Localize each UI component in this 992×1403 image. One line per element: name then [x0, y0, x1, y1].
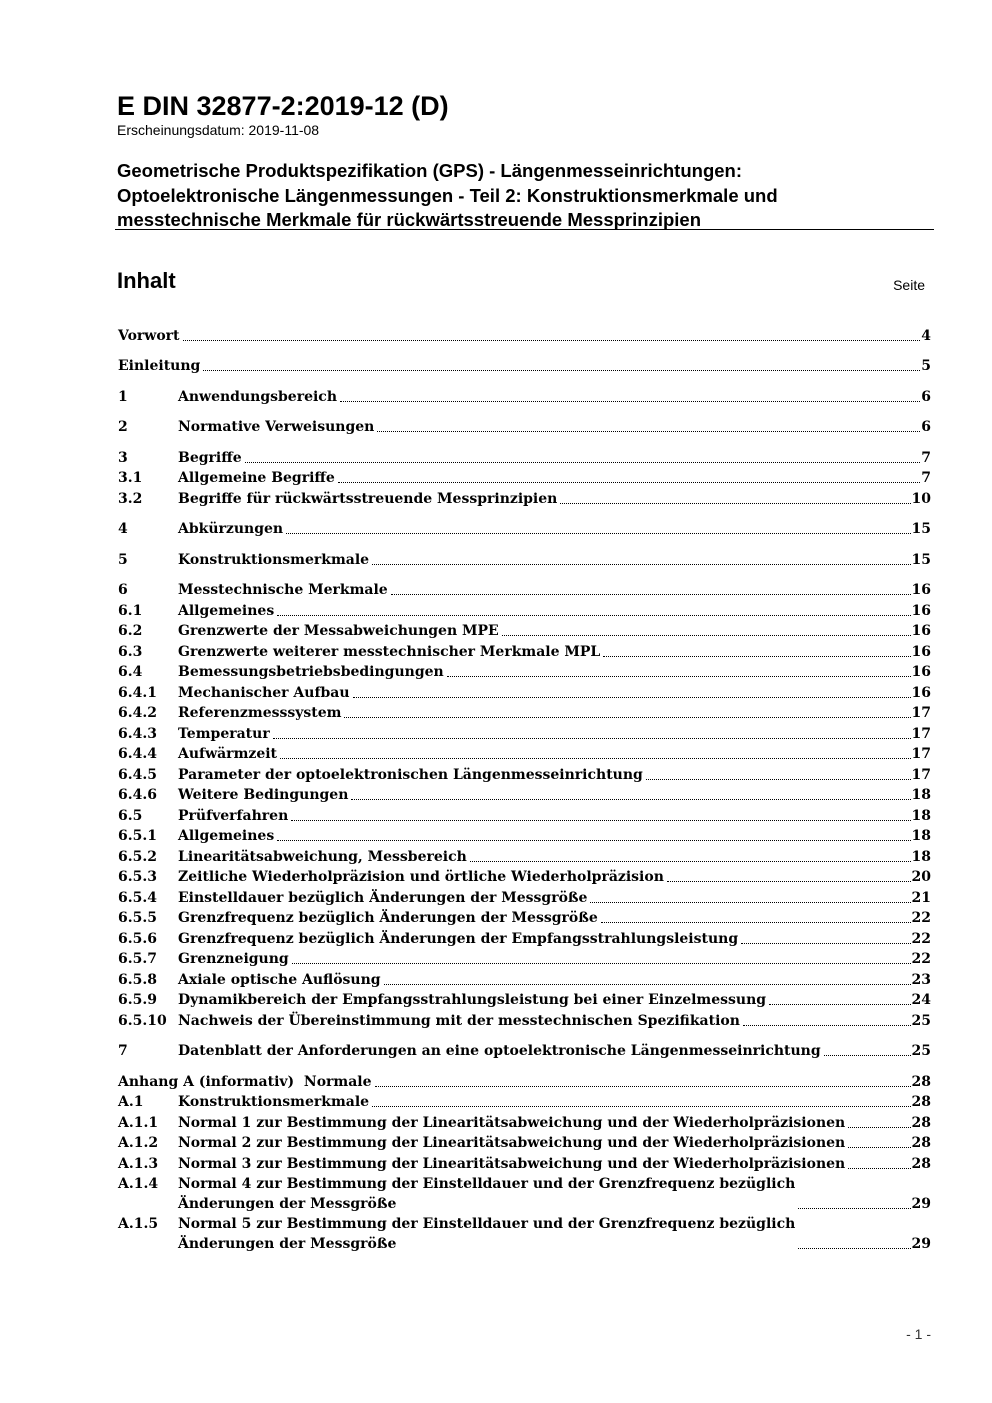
toc-entry-page: 6	[921, 388, 931, 405]
toc-entry-number: A.1.1	[118, 1114, 159, 1131]
dot-leader	[340, 401, 920, 402]
toc-entry-6-5-2[interactable]	[118, 846, 931, 867]
toc-entry-title: Allgemeines	[178, 602, 275, 619]
toc-entry-title: Messtechnische Merkmale	[178, 582, 388, 598]
toc-entry-number: 6.4.4	[118, 746, 157, 762]
toc-entry-1[interactable]	[118, 386, 931, 407]
dot-leader	[351, 799, 910, 800]
toc-entry-6-5-4[interactable]	[118, 887, 931, 908]
toc-entry-6-5-8[interactable]	[118, 969, 931, 990]
toc-entry-title: Grenzfrequenz bezüglich Änderungen der Messgröße	[178, 910, 598, 926]
toc-entry-6-1[interactable]	[118, 600, 931, 621]
toc-entry-6-4-3[interactable]	[118, 723, 931, 744]
toc-entry-number: 2	[118, 419, 128, 435]
toc-entry-number: 6.4	[118, 664, 143, 680]
dot-leader	[560, 503, 910, 504]
toc-entry-page: 4	[921, 327, 931, 344]
toc-entry-title	[178, 1214, 795, 1254]
dot-leader	[338, 482, 920, 483]
dot-leader	[353, 697, 911, 698]
toc-entry-number: 6	[118, 582, 128, 598]
toc-entry-a-1-2[interactable]	[118, 1133, 931, 1154]
document-title-line: messtechnische Merkmale für rückwärtsstreuende Messprinzipien	[117, 209, 701, 230]
toc-entry-page: 29	[911, 1235, 931, 1252]
toc-entry-a-1[interactable]	[118, 1092, 931, 1113]
toc-entry-number: 6.5.1	[118, 828, 157, 844]
toc-entry-title: Grenzwerte der Messabweichungen MPE	[178, 623, 499, 639]
dot-leader	[667, 881, 911, 882]
toc-entry-title-line: Normal 5 zur Bestimmung der Einstelldauer und der Grenzfrequenz bezüglich	[178, 1215, 796, 1232]
toc-entry-page: 24	[911, 992, 931, 1008]
toc-entry-page: 28	[911, 1094, 931, 1110]
toc-entry-6-4-1[interactable]	[118, 682, 931, 703]
toc-entry-title: Normal 2 zur Bestimmung der Linearitätsabweichung und der Wiederholpräzisionen	[178, 1135, 846, 1151]
toc-entry-title: Begriffe	[178, 449, 242, 466]
dot-leader	[603, 656, 910, 657]
table-of-contents	[118, 325, 931, 1254]
toc-entry-page: 20	[911, 869, 931, 885]
dot-leader	[286, 533, 910, 534]
dot-leader	[245, 462, 921, 463]
document-title	[117, 159, 937, 233]
toc-entry-einleitung[interactable]	[118, 356, 931, 377]
toc-entry-number: A.1.5	[118, 1215, 159, 1232]
toc-entry-title: Einleitung	[118, 358, 201, 374]
dot-leader	[375, 1086, 911, 1087]
toc-entry-number: A.1.3	[118, 1155, 159, 1172]
toc-entry-title: Aufwärmzeit	[178, 746, 278, 762]
toc-entry-title	[178, 1174, 795, 1214]
toc-entry-number: 6.5.8	[118, 971, 157, 988]
dot-leader	[798, 1248, 910, 1249]
toc-entry-number: 6.5.2	[118, 848, 157, 865]
toc-entry-5[interactable]	[118, 549, 931, 570]
dot-leader	[798, 1208, 910, 1209]
dot-leader	[273, 738, 911, 739]
toc-entry-title: Linearitätsabweichung, Messbereich	[178, 848, 467, 865]
toc-entry-page: 16	[911, 664, 931, 680]
toc-entry-6-3[interactable]	[118, 641, 931, 662]
toc-entry-page: 16	[911, 643, 931, 660]
toc-entry-3-2[interactable]	[118, 488, 931, 509]
toc-entry-title: Vorwort	[118, 327, 180, 344]
toc-entry-4[interactable]	[118, 519, 931, 540]
toc-entry-page: 17	[911, 766, 931, 783]
toc-entry-title: Dynamikbereich der Empfangsstrahlungsleistung bei einer Einzelmessung	[178, 992, 767, 1008]
toc-entry-6-5[interactable]	[118, 805, 931, 826]
toc-entry-title: Bemessungsbetriebsbedingungen	[178, 664, 444, 680]
dot-leader	[203, 370, 920, 371]
toc-entry-number: 6.4.2	[118, 705, 157, 721]
dot-leader	[824, 1055, 911, 1056]
toc-entry-6-4-2[interactable]	[118, 703, 931, 724]
dot-leader	[470, 861, 911, 862]
toc-entry-number: 6.5.6	[118, 930, 157, 947]
toc-entry-a-1-5[interactable]	[118, 1214, 931, 1254]
toc-entry-title: Anwendungsbereich	[178, 388, 337, 405]
toc-entry-6-5-5[interactable]	[118, 908, 931, 929]
toc-entry-title: Normal 3 zur Bestimmung der Linearitätsabweichung und der Wiederholpräzisionen	[178, 1155, 846, 1172]
toc-entry-3[interactable]	[118, 447, 931, 468]
toc-entry-anhang-a[interactable]	[118, 1071, 931, 1092]
toc-entry-6[interactable]	[118, 580, 931, 601]
toc-entry-a-1-1[interactable]	[118, 1112, 931, 1133]
toc-entry-title: Referenzmesssystem	[178, 705, 342, 721]
toc-entry-6-4-6[interactable]	[118, 785, 931, 806]
dot-leader	[384, 984, 911, 985]
toc-entry-page: 28	[911, 1155, 931, 1172]
toc-entry-a-1-3[interactable]	[118, 1153, 931, 1174]
dot-leader	[391, 594, 911, 595]
toc-entry-title: Datenblatt der Anforderungen an eine optoelektronische Längenmesseinrichtung	[178, 1043, 821, 1059]
page-number: - 1 -	[906, 1326, 931, 1342]
toc-entry-title: Prüfverfahren	[178, 807, 289, 824]
toc-entry-title: Axiale optische Auflösung	[178, 971, 381, 988]
toc-entry-number: 3	[118, 449, 128, 466]
toc-entry-6-5-9[interactable]	[118, 990, 931, 1011]
toc-entry-a-1-4[interactable]	[118, 1174, 931, 1214]
toc-entry-page: 28	[911, 1114, 931, 1131]
toc-entry-number: A.1.2	[118, 1135, 159, 1151]
dot-leader	[848, 1168, 910, 1169]
toc-entry-page: 25	[911, 1043, 931, 1059]
toc-entry-page: 28	[911, 1073, 931, 1090]
toc-entry-page: 21	[911, 889, 931, 906]
toc-entry-title: Allgemeine Begriffe	[178, 470, 335, 486]
document-title-line: Geometrische Produktspezifikation (GPS) - Längenmesseinrichtungen:	[117, 160, 742, 181]
toc-entry-title: Normal 1 zur Bestimmung der Linearitätsabweichung und der Wiederholpräzisionen	[178, 1114, 846, 1131]
toc-entry-page: 5	[921, 358, 931, 374]
toc-entry-page: 22	[911, 910, 931, 926]
toc-entry-page: 17	[911, 746, 931, 762]
document-id: E DIN 32877-2:2019-12 (D)	[117, 91, 449, 121]
toc-entry-page: 22	[911, 951, 931, 967]
toc-entry-6-2[interactable]	[118, 621, 931, 642]
toc-entry-page: 10	[911, 490, 931, 507]
toc-entry-number: 5	[118, 551, 128, 568]
dot-leader	[590, 902, 910, 903]
toc-entry-title: Abkürzungen	[178, 521, 284, 537]
toc-entry-title-line: Normal 4 zur Bestimmung der Einstelldauer und der Grenzfrequenz bezüglich	[178, 1175, 796, 1192]
dot-leader	[291, 820, 910, 821]
toc-entry-title: Anhang A (informativ) Normale	[118, 1073, 372, 1090]
dot-leader	[646, 779, 911, 780]
toc-entry-vorwort[interactable]	[118, 325, 931, 346]
toc-entry-title: Grenzwerte weiterer messtechnischer Merkmale MPL	[178, 643, 601, 660]
toc-entry-page: 15	[911, 521, 931, 537]
toc-entry-title: Konstruktionsmerkmale	[178, 1094, 370, 1110]
toc-entry-page: 25	[911, 1012, 931, 1029]
toc-entry-number: 6.1	[118, 602, 143, 619]
page-column-label: Seite	[893, 277, 925, 293]
toc-entry-number: 7	[118, 1043, 128, 1059]
dot-leader	[743, 1025, 911, 1026]
toc-entry-title: Begriffe für rückwärtsstreuende Messprinzipien	[178, 490, 558, 507]
toc-entry-number: 6.5.4	[118, 889, 157, 906]
dot-leader	[292, 963, 911, 964]
toc-entry-page: 16	[911, 623, 931, 639]
toc-entry-title: Grenzneigung	[178, 951, 289, 967]
toc-entry-number: 6.5.9	[118, 992, 157, 1008]
toc-entry-7[interactable]	[118, 1041, 931, 1062]
dot-leader	[280, 758, 910, 759]
toc-entry-page: 7	[921, 470, 931, 486]
toc-entry-6-5-3[interactable]	[118, 867, 931, 888]
toc-entry-2[interactable]	[118, 417, 931, 438]
toc-entry-page: 17	[911, 705, 931, 721]
toc-entry-number: 3.1	[118, 470, 143, 486]
toc-entry-6-4-4[interactable]	[118, 744, 931, 765]
document-title-line: Optoelektronische Längenmessungen - Teil 2: Konstruktionsmerkmale und	[117, 184, 778, 206]
dot-leader	[277, 615, 910, 616]
publication-date: Erscheinungsdatum: 2019-11-08	[117, 122, 320, 138]
toc-entry-number: 4	[118, 521, 128, 537]
toc-entry-6-5-6[interactable]	[118, 928, 931, 949]
toc-entry-page: 18	[911, 848, 931, 865]
dot-leader	[848, 1147, 910, 1148]
toc-entry-6-5-10[interactable]	[118, 1010, 931, 1031]
toc-entry-title: Konstruktionsmerkmale	[178, 551, 370, 568]
dot-leader	[377, 431, 920, 432]
dot-leader	[277, 840, 910, 841]
toc-entry-number: 3.2	[118, 490, 143, 507]
toc-entry-6-5-1[interactable]	[118, 826, 931, 847]
toc-entry-6-4[interactable]	[118, 662, 931, 683]
title-divider	[115, 229, 934, 230]
toc-entry-number: 1	[118, 388, 128, 405]
dot-leader	[372, 564, 910, 565]
toc-entry-number: 6.4.3	[118, 725, 157, 742]
toc-entry-number: A.1	[118, 1094, 144, 1110]
toc-entry-number: 6.3	[118, 643, 143, 660]
toc-entry-page: 6	[921, 419, 931, 435]
toc-entry-title: Grenzfrequenz bezüglich Änderungen der Empfangsstrahlungsleistung	[178, 930, 739, 947]
dot-leader	[848, 1127, 910, 1128]
toc-entry-page: 7	[921, 449, 931, 466]
toc-entry-page: 22	[911, 930, 931, 947]
toc-entry-number: 6.2	[118, 623, 143, 639]
toc-entry-page: 28	[911, 1135, 931, 1151]
toc-entry-6-4-5[interactable]	[118, 764, 931, 785]
toc-entry-page: 17	[911, 725, 931, 742]
toc-entry-number: 6.4.1	[118, 684, 157, 701]
toc-entry-page: 18	[911, 807, 931, 824]
toc-entry-page: 18	[911, 787, 931, 803]
dot-leader	[183, 340, 921, 341]
toc-entry-number: 6.4.6	[118, 787, 157, 803]
toc-entry-number: 6.5.3	[118, 869, 157, 885]
toc-entry-number: 6.5	[118, 807, 143, 824]
toc-entry-page: 18	[911, 828, 931, 844]
toc-entry-page: 23	[911, 971, 931, 988]
dot-leader	[372, 1106, 910, 1107]
toc-entry-title: Allgemeines	[178, 828, 275, 844]
toc-entry-title: Mechanischer Aufbau	[178, 684, 350, 701]
dot-leader	[741, 943, 910, 944]
toc-entry-title: Nachweis der Übereinstimmung mit der messtechnischen Spezifikation	[178, 1012, 740, 1029]
toc-entry-6-5-7[interactable]	[118, 949, 931, 970]
toc-entry-number: 6.4.5	[118, 766, 157, 783]
toc-entry-page: 16	[911, 684, 931, 701]
contents-heading: Inhalt	[117, 268, 176, 293]
dot-leader	[769, 1004, 910, 1005]
toc-entry-page: 16	[911, 582, 931, 598]
dot-leader	[502, 635, 911, 636]
dot-leader	[344, 717, 910, 718]
toc-entry-title-line: Änderungen der Messgröße	[178, 1195, 397, 1212]
toc-entry-page: 15	[911, 551, 931, 568]
toc-entry-number: 6.5.5	[118, 910, 157, 926]
toc-entry-number: 6.5.10	[118, 1012, 167, 1029]
toc-entry-title: Parameter der optoelektronischen Längenmesseinrichtung	[178, 766, 643, 783]
toc-entry-title: Weitere Bedingungen	[178, 787, 349, 803]
toc-entry-title-line: Änderungen der Messgröße	[178, 1235, 397, 1252]
toc-entry-3-1[interactable]	[118, 468, 931, 489]
toc-entry-title: Temperatur	[178, 725, 270, 742]
toc-entry-page: 29	[911, 1195, 931, 1212]
toc-entry-title: Einstelldauer bezüglich Änderungen der Messgröße	[178, 889, 588, 906]
toc-entry-number: A.1.4	[118, 1175, 159, 1192]
toc-entry-title: Zeitliche Wiederholpräzision und örtliche Wiederholpräzision	[178, 869, 664, 885]
dot-leader	[447, 676, 911, 677]
dot-leader	[601, 922, 911, 923]
toc-entry-page: 16	[911, 602, 931, 619]
toc-entry-number: 6.5.7	[118, 951, 157, 967]
toc-entry-title: Normative Verweisungen	[178, 419, 375, 435]
